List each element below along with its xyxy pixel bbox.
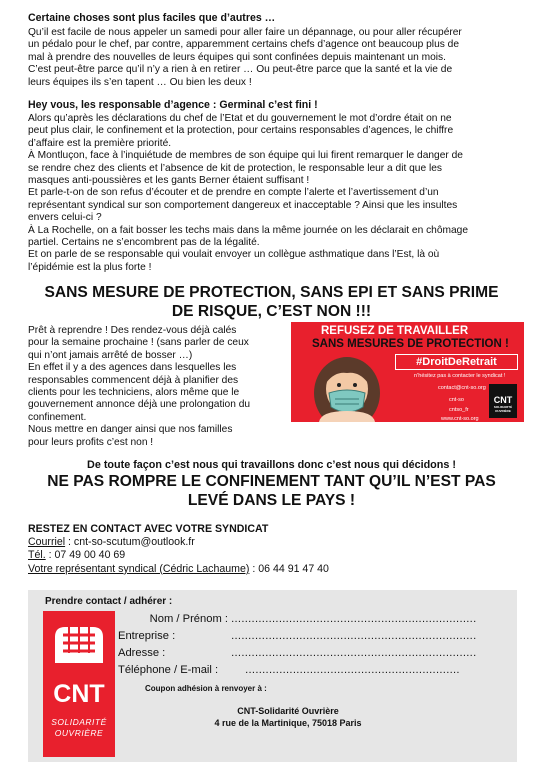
poster-contact-twitter: cntso_fr [449,407,469,413]
section3-body [28,325,281,449]
field-dots: ........................................................................ [231,613,477,625]
headline-line: LEVÉ DANS LE PAYS ! [187,492,356,509]
form-title: Prendre contact / adhérer : [45,596,173,607]
cnt-logo-sub1: SOLIDARITÉ [51,717,107,727]
field-label: Adresse : [118,647,166,659]
section3-line: Prêt à reprendre ! Des rendez-vous déjà calés [28,325,237,336]
poster-contact-site: www.cnt-so.org [441,416,479,422]
tel-value: : 07 49 00 40 69 [45,549,126,562]
section2-line: Alors qu’après les déclarations du chef de l’Etat et du gouvernement le mot d’ordre était on ne [28,113,452,124]
poster-logo-text: CNT [493,395,513,405]
section1-line: Qu’il est facile de nous appeler un samedi pour aller faire un dépannage, ou pour aller récupérer [28,27,462,38]
field-label: Entreprise : [118,630,176,642]
statement: De toute façon c’est nous qui travaillons donc c’est nous qui décidons ! [87,459,456,471]
section1-heading: Certaine choses sont plus faciles que d’autres … [28,12,276,24]
contact-heading: RESTEZ EN CONTACT AVEC VOTRE SYNDICAT [28,523,269,535]
poster-line2: SANS MESURES DE PROTECTION ! [312,338,509,350]
tel-label[interactable]: Tél. [28,549,46,562]
contact-tel-row [28,549,329,562]
section2-line: représentant syndical sur son comportement dangereux et inacceptable ? Ainsi que les insultes [28,199,458,211]
headline-line: NE PAS ROMPRE LE CONFINEMENT TANT QU’IL N’EST PAS [47,473,496,490]
form-field-nom[interactable] [118,613,477,625]
field-label: Nom / Prénom : [149,613,228,625]
section1-body [28,27,516,89]
masked-woman-illustration [307,353,387,422]
poster-hashtag: #DroitDeRetrait [395,354,518,370]
section2-line: d’affaire est la première priorité. [28,137,172,149]
section3-line: En effet il y a des agences dans lesquelles les [28,362,237,374]
rep-value: : 06 44 91 47 40 [252,562,329,575]
poster-logo-sub: SOLIDARITÉ OUVRIÈRE [493,405,513,413]
poster-contact-web: cnt-so [449,397,464,403]
cnt-logo [43,611,115,757]
section3-line: clients pour les techniciens, alors même que le [28,387,240,399]
form-field-adresse[interactable] [118,647,477,659]
section2-line: À La Rochelle, on a fait bosser les techs mais dans la même journée on les déclarait en chômage [28,224,469,236]
poster-cnt-logo [489,384,517,418]
poster-line1: REFUSEZ DE TRAVAILLER [321,325,469,337]
contact-email-row [28,536,329,549]
section1-line: C’est peut-être parce qu’il n’y a rien à en retirer … Ou peut-être parce que la santé et la vie de [28,64,453,76]
headline-line: DE RISQUE, C’EST NON !!! [171,303,372,320]
field-dots: ........................................................................ [231,647,477,659]
section2-line: masques anti-poussières et les gants Berner étaient suffisant ! [28,175,310,187]
field-label: Téléphone / E-mail : [118,664,219,676]
cnt-logo-text: CNT [53,680,105,708]
section2-heading: Hey vous, les responsable d’agence : Germinal c’est fini ! [28,99,318,111]
field-dots: ............................................................... [245,664,460,676]
contact-block [28,536,329,576]
section3-line: confinement. [28,411,87,423]
cnt-logo-sub2: OUVRIÈRE [54,728,104,738]
section3-line: pour leurs profits c’est non ! [28,436,154,448]
field-dots: ........................................................................ [231,630,477,642]
section2-line: envers celui-ci ? [28,212,102,224]
email-value: : cnt-so-scutum@outlook.fr [65,536,195,548]
form-field-entreprise[interactable] [118,630,477,642]
fist-icon [49,617,109,669]
section2-line: partiel. Certains ne s’encombrent pas de la légalité. [28,237,260,249]
section3-line: Nous mettre en danger ainsi que nos familles [28,424,233,436]
section1-line: un pédalo pour le chef, par contre, apparemment certains chefs d’agence ont beaucoup plus de [28,39,459,51]
section2-line: se rendre chez des clients et l’absence de kit de protection, le responsable leur a dit que les [28,162,442,174]
section3-line: qui n’ont jamais arrêté de bosser …) [28,349,193,361]
section3-line: gouvernement annonce déjà une prolongation du [28,399,251,411]
section2-line: À Montluçon, face à l’inquiétude de membres de son équipe qui lui firent remarquer le danger de [28,150,463,162]
headline-confinement [20,472,523,510]
poster-contact-email: contact@cnt-so.org [438,385,486,391]
section3-line: responsables commencent déjà à planifier des [28,374,239,386]
email-label[interactable]: Courriel [28,536,66,548]
droit-de-retrait-poster [291,322,524,422]
section3-line: pour la semaine prochaine ! (sans parler de ceux [28,337,249,349]
rep-label[interactable]: Votre représentant syndical (Cédric Lachaume) [28,562,250,575]
section2-line: Et parle-t-on de son refus d’écouter et de prendre en compte l’alerte et l’avertissement d’un [28,187,439,199]
poster-hint: n’hésitez pas à contacter le syndicat ! [414,373,506,379]
section1-line: leurs équipes ils s’en tapent … Ou bien les deux ! [28,76,252,88]
form-field-telephone[interactable] [118,664,460,676]
section2-line: peut plus clair, le confinement et la protection, pour certains responsables d’agences, le chiffre [28,125,454,137]
section2-body [28,113,516,274]
address-line1: CNT-Solidarité Ouvrière [237,706,339,716]
address-line2: 4 rue de la Martinique, 75018 Paris [214,718,362,728]
coupon-label: Coupon adhésion à renvoyer à : [145,684,267,693]
headline-line: SANS MESURE DE PROTECTION, SANS EPI ET SANS PRIME [44,284,499,301]
section1-line: mal à prendre des nouvelles de leurs équipes qui sont confinées depuis maintenant un mois. [28,51,446,63]
section2-line: Et on parle de se responsable qui voulait envoyer un collègue asthmatique dans l’Est, là où [28,249,440,261]
headline-protection [20,283,523,321]
contact-rep-row [28,563,329,576]
section2-line: l’épidémie est la plus forte ! [28,261,152,273]
